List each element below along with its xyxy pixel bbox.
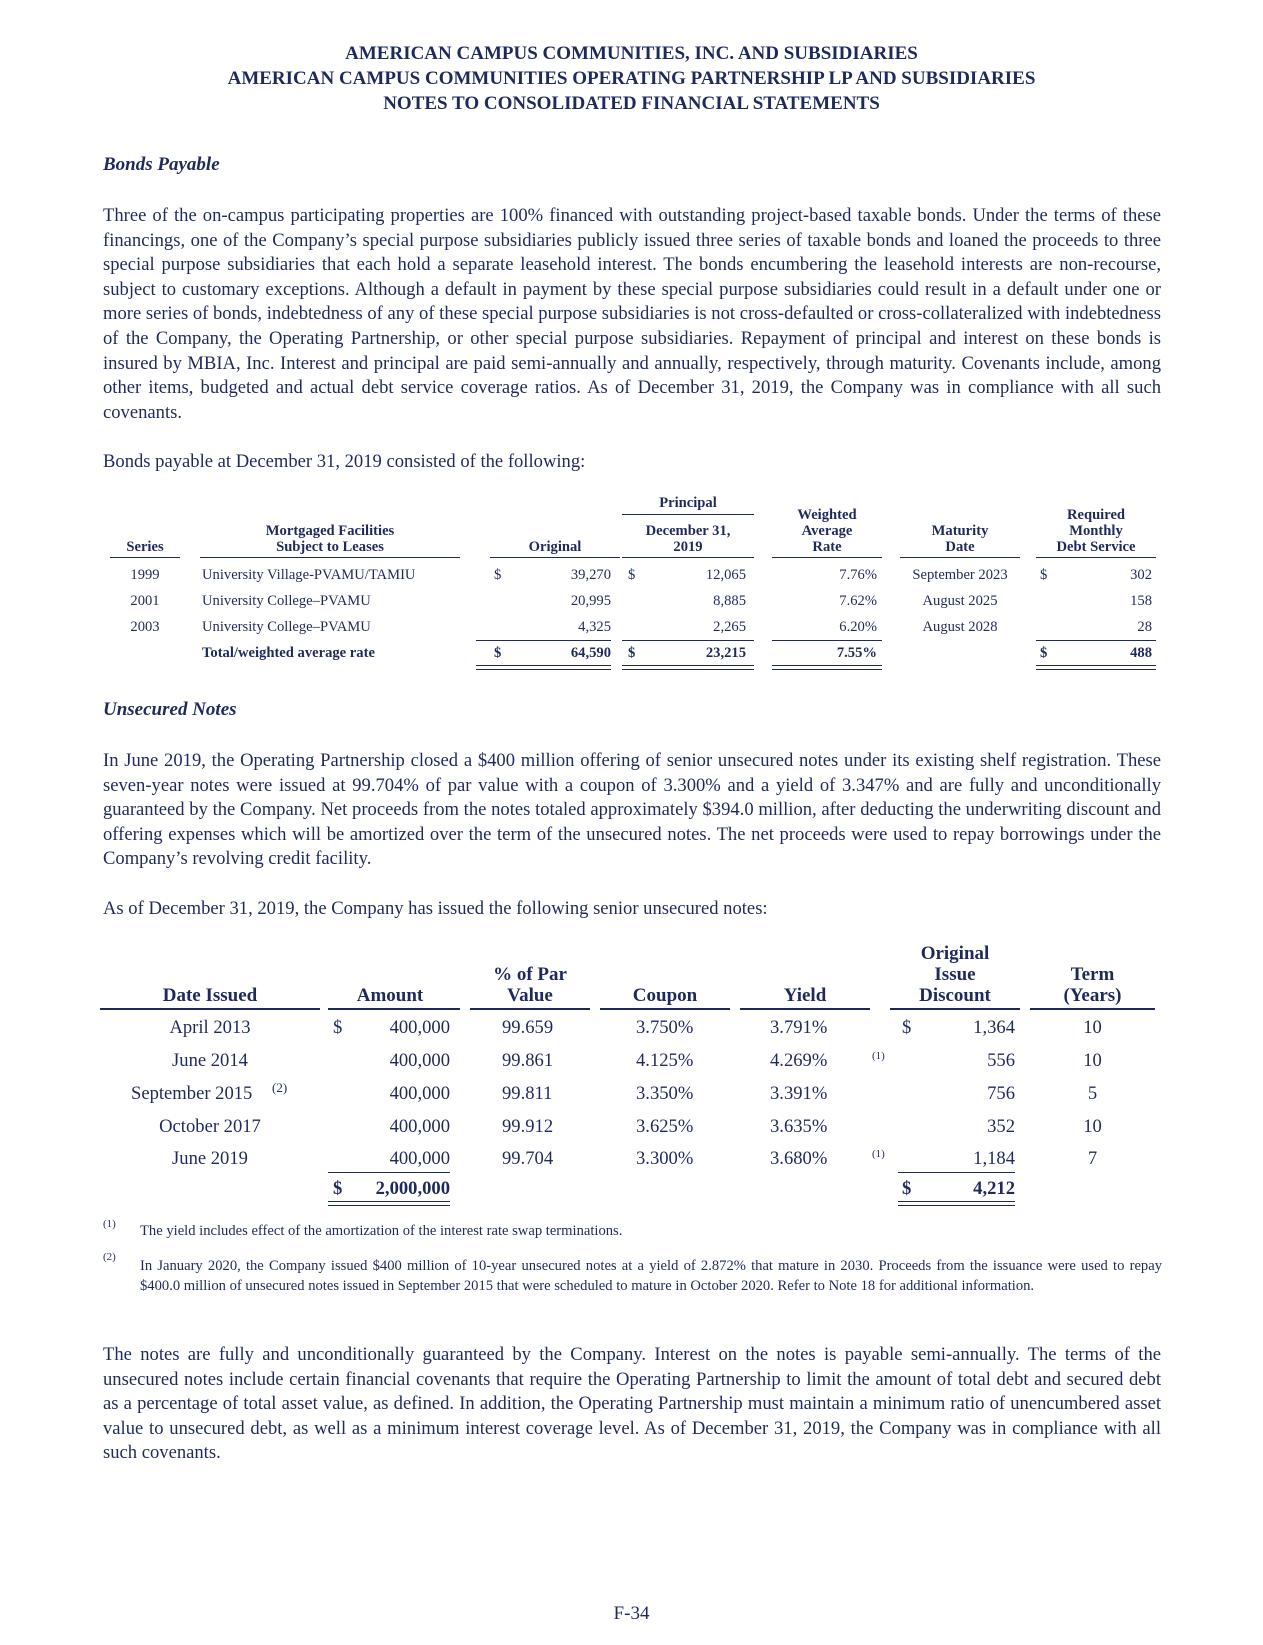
yield-cell: 4.269%: [770, 1050, 828, 1071]
rate-cell: 6.20%: [839, 619, 877, 635]
term-cell: 5: [1087, 1083, 1098, 1104]
col-par-2: Value: [507, 985, 553, 1006]
term-cell: 10: [1083, 1050, 1102, 1071]
subtotal-rule: [622, 640, 754, 641]
currency-cell: $: [628, 645, 636, 661]
yield-cell: 3.635%: [770, 1116, 828, 1137]
december-cell: 8,885: [713, 593, 746, 609]
double-rule: [476, 669, 611, 670]
col-discount-3: Discount: [919, 985, 991, 1006]
col-discount-1: Original: [920, 943, 990, 964]
footnote-1-text: The yield includes effect of the amortization of the interest rate swap terminations.: [140, 1223, 623, 1239]
debt-cell: 158: [1130, 593, 1152, 609]
amount-cell: 400,000: [389, 1083, 450, 1104]
currency-cell: $: [494, 645, 502, 661]
par-cell: 99.861: [502, 1050, 554, 1071]
header-rule: [1030, 1008, 1155, 1010]
discount-cell: 556: [987, 1050, 1015, 1071]
company-header-line-1: AMERICAN CAMPUS COMMUNITIES, INC. AND SUBSIDIARIES: [345, 43, 918, 64]
date-cell: October 2017: [159, 1116, 261, 1137]
header-rule: [900, 557, 1020, 558]
amount-cell: 400,000: [389, 1148, 450, 1169]
col-debt-2: Monthly: [1069, 523, 1123, 539]
term-cell: 10: [1083, 1116, 1102, 1137]
footnote-2-mark: (2): [103, 1251, 116, 1263]
header-rule: [772, 557, 882, 558]
discount-total: 4,212: [973, 1178, 1015, 1199]
col-rate-1: Weighted: [797, 507, 857, 523]
rate-total: 7.55%: [836, 645, 877, 661]
coupon-cell: 3.350%: [636, 1083, 694, 1104]
principal-rule: [622, 514, 754, 515]
yield-cell: 3.791%: [770, 1017, 828, 1038]
double-rule: [1036, 665, 1156, 666]
amount-cell: 400,000: [389, 1116, 450, 1137]
footnote-1-mark: (1): [103, 1218, 116, 1230]
double-rule: [476, 665, 611, 666]
debt-cell: 28: [1137, 619, 1152, 635]
page-number: F-34: [613, 1603, 650, 1624]
double-rule: [898, 1201, 1015, 1202]
col-facilities-2: Subject to Leases: [276, 539, 384, 555]
col-maturity-1: Maturity: [931, 523, 989, 539]
col-facilities-1: Mortgaged Facilities: [265, 523, 395, 539]
original-cell: 20,995: [570, 593, 611, 609]
par-cell: 99.912: [502, 1116, 554, 1137]
discount-cell: 352: [987, 1116, 1015, 1137]
date-cell: September 2015: [131, 1083, 253, 1104]
company-header-line-2: AMERICAN CAMPUS COMMUNITIES OPERATING PARTNERSHIP LP AND SUBSIDIARIES: [227, 68, 1036, 89]
maturity-cell: September 2023: [912, 567, 1008, 583]
col-amount: Amount: [356, 985, 424, 1006]
header-rule: [890, 1008, 1020, 1010]
col-date-issued: Date Issued: [162, 985, 258, 1006]
par-cell: 99.704: [502, 1148, 554, 1169]
double-rule: [328, 1201, 450, 1202]
maturity-cell: August 2025: [922, 593, 998, 609]
col-discount-2: Issue: [934, 964, 976, 985]
col-original: Original: [528, 539, 582, 555]
notes-table-intro: As of December 31, 2019, the Company has issued the following senior unsecured notes:: [103, 898, 768, 919]
currency-cell: $: [333, 1017, 343, 1038]
date-cell: June 2019: [172, 1148, 248, 1169]
series-cell: 2003: [130, 619, 160, 635]
double-rule: [772, 665, 882, 666]
subtotal-rule: [772, 640, 882, 641]
original-total: 64,590: [570, 645, 611, 661]
footnote-marker: (1): [872, 1050, 885, 1062]
debt-cell: 302: [1130, 567, 1152, 583]
col-term-1: Term: [1070, 964, 1115, 985]
subtotal-rule: [476, 640, 611, 641]
coupon-cell: 3.625%: [636, 1116, 694, 1137]
rate-cell: 7.62%: [839, 593, 877, 609]
par-cell: 99.811: [502, 1083, 553, 1104]
footnote-marker: (1): [872, 1148, 885, 1160]
subtotal-rule: [1036, 640, 1156, 641]
series-cell: 1999: [130, 567, 160, 583]
header-rule: [1036, 557, 1156, 558]
facility-cell: University Village-PVAMU/TAMIU: [202, 567, 416, 583]
col-debt-3: Debt Service: [1056, 539, 1136, 555]
double-rule: [898, 1205, 1015, 1206]
total-label: Total/weighted average rate: [202, 645, 375, 661]
discount-cell: 1,184: [973, 1148, 1015, 1169]
header-rule: [490, 557, 620, 558]
double-rule: [772, 669, 882, 670]
header-rule: [110, 557, 180, 558]
december-cell: 12,065: [705, 567, 746, 583]
amount-cell: 400,000: [389, 1017, 450, 1038]
facility-cell: University College–PVAMU: [202, 619, 371, 635]
term-cell: 7: [1087, 1148, 1098, 1169]
bonds-paragraph: Three of the on-campus participating properties are 100% financed with outstanding project-based taxable bonds. Under the terms of these financings, one of the Company’s special purpose subsidiaries publicly issued three series of taxable bonds and loaned the proceeds to three special purpose subsidiaries that each hold a separate leasehold interest. The bonds encumbering the leasehold interests are non-recourse, subject to customary exceptions. Although a default in payment by these special purpose subsidiaries could result in a default under one or more series of bonds, indebtedness of any of these special purpose subsidiaries is not cross-defaulted or cross-collateralized with indebtedness of the Company, the Operating Partnership, or other special purpose subsidiaries. Repayment of principal and interest on these bonds is insured by MBIA, Inc. Interest and principal are paid semi-annually and annually, respectively, through maturity. Covenants include, among other items, budgeted and actual debt service coverage ratios. As of December 31, 2019, the Company was in compliance with all such covenants.: [103, 205, 1162, 423]
facility-cell: University College–PVAMU: [202, 593, 371, 609]
header-rule: [740, 1008, 870, 1010]
coupon-cell: 3.300%: [636, 1148, 694, 1169]
col-par-1: % of Par: [493, 964, 567, 985]
term-cell: 10: [1083, 1017, 1102, 1038]
amount-cell: 400,000: [389, 1050, 450, 1071]
currency-cell: $: [902, 1178, 912, 1199]
original-cell: 4,325: [578, 619, 611, 635]
currency-cell: $: [628, 567, 636, 583]
double-rule: [328, 1205, 450, 1206]
footnote-marker: (2): [272, 1080, 288, 1095]
currency-cell: $: [902, 1017, 912, 1038]
yield-cell: 3.391%: [770, 1083, 828, 1104]
coupon-cell: 3.750%: [636, 1017, 694, 1038]
rate-cell: 7.76%: [839, 567, 877, 583]
footnote-2-text: In January 2020, the Company issued $400 million of 10-year unsecured notes at a yield of 2.872% that mature in 2030. Proceeds from the issuance were used to repay $400.0 million of unsecured notes issued in September 2015 that were scheduled to mature in October 2020. Refer to Note 18 for additional information.: [140, 1258, 1162, 1294]
amount-total: 2,000,000: [375, 1178, 450, 1199]
unsecured-notes-title: Unsecured Notes: [103, 699, 237, 720]
discount-cell: 756: [987, 1083, 1015, 1104]
notes-paragraph: In June 2019, the Operating Partnership closed a $400 million offering of senior unsecured notes under its existing shelf registration. These seven-year notes were issued at 99.704% of par value with a coupon of 3.300% and a yield of 3.347% and are fully and unconditionally guaranteed by the Company. Net proceeds from the notes totaled approximately $394.0 million, after deducting the underwriting discount and offering expenses which will be amortized over the term of the unsecured notes. The net proceeds were used to repay borrowings under the Company’s revolving credit facility.: [103, 750, 1161, 870]
yield-cell: 3.680%: [770, 1148, 828, 1169]
subtotal-rule: [898, 1172, 1015, 1173]
currency-cell: $: [1040, 645, 1048, 661]
currency-cell: $: [1040, 567, 1048, 583]
col-term-2: (Years): [1063, 985, 1122, 1006]
maturity-cell: August 2028: [922, 619, 998, 635]
currency-cell: $: [494, 567, 502, 583]
original-cell: 39,270: [570, 567, 611, 583]
bonds-payable-title: Bonds Payable: [103, 154, 220, 175]
debt-total: 488: [1130, 645, 1152, 661]
header-rule: [200, 557, 460, 558]
subtotal-rule: [328, 1172, 450, 1173]
header-rule: [100, 1008, 320, 1010]
col-rate-3: Rate: [812, 539, 842, 555]
bonds-table-intro: Bonds payable at December 31, 2019 consisted of the following:: [103, 451, 586, 472]
statement-header: NOTES TO CONSOLIDATED FINANCIAL STATEMENTS: [383, 93, 880, 114]
col-december-2: 2019: [673, 539, 703, 555]
date-cell: June 2014: [172, 1050, 248, 1071]
discount-cell: 1,364: [973, 1017, 1015, 1038]
header-rule: [328, 1008, 460, 1010]
double-rule: [1036, 669, 1156, 670]
series-cell: 2001: [130, 593, 160, 609]
col-coupon: Coupon: [632, 985, 698, 1006]
col-debt-1: Required: [1066, 507, 1126, 523]
col-rate-2: Average: [801, 523, 853, 539]
coupon-cell: 4.125%: [636, 1050, 694, 1071]
december-cell: 2,265: [713, 619, 746, 635]
date-cell: April 2013: [169, 1017, 251, 1038]
double-rule: [622, 665, 754, 666]
header-rule: [600, 1008, 730, 1010]
currency-cell: $: [333, 1178, 343, 1199]
col-maturity-2: Date: [945, 539, 975, 555]
header-rule: [470, 1008, 590, 1010]
col-series: Series: [126, 539, 164, 555]
december-total: 23,215: [705, 645, 746, 661]
par-cell: 99.659: [502, 1017, 554, 1038]
double-rule: [622, 669, 754, 670]
notes-closing-paragraph: The notes are fully and unconditionally guaranteed by the Company. Interest on the notes is payable semi-annually. The terms of the unsecured notes include certain financial covenants that require the Operating Partnership to limit the amount of total debt and secured debt as a percentage of total asset value, as defined. In addition, the Operating Partnership must maintain a minimum ratio of unencumbered asset value to unsecured debt, as well as a minimum interest coverage level. As of December 31, 2019, the Company was in compliance with all such covenants.: [103, 1344, 1161, 1464]
principal-header: Principal: [659, 495, 717, 511]
col-december-1: December 31,: [645, 523, 731, 539]
col-yield: Yield: [783, 985, 827, 1006]
header-rule: [622, 557, 754, 558]
